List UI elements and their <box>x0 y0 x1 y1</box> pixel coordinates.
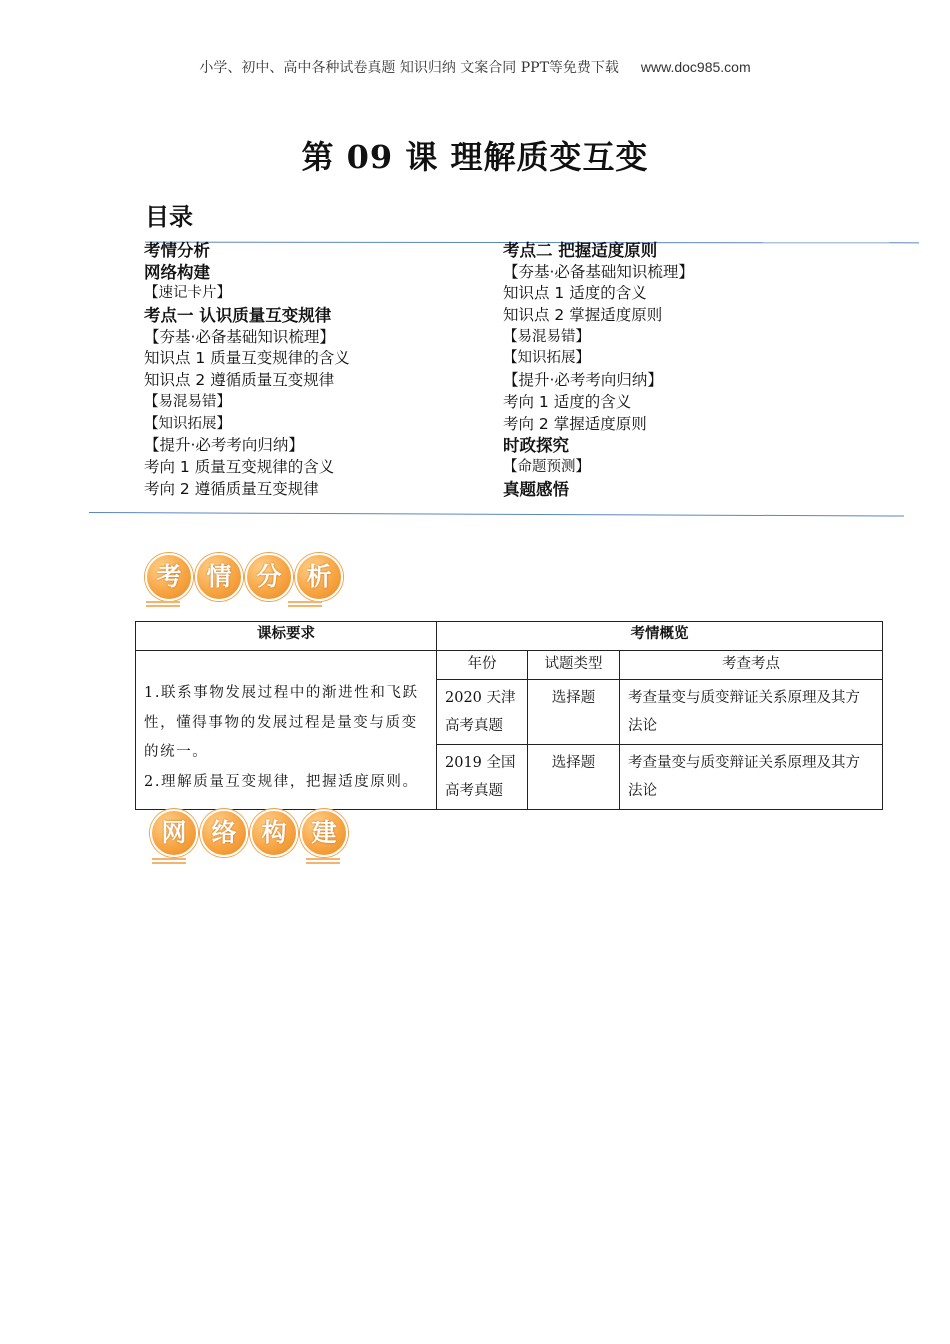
exam-overview-table <box>135 621 883 810</box>
toc-item[interactable]: 【提升·必考考向归纳】 <box>503 371 663 390</box>
toc-item[interactable]: 考向 1 质量互变规律的含义 <box>144 457 335 476</box>
requirements-cell <box>136 651 437 810</box>
badge-char: 考 <box>145 553 193 601</box>
toc-item[interactable]: 考情分析 <box>144 241 210 260</box>
badge-char: 情 <box>195 553 243 601</box>
toc-item[interactable]: 考点二 把握适度原则 <box>503 241 658 260</box>
toc-item[interactable]: 【提升·必考考向归纳】 <box>144 436 304 455</box>
section-badge-analysis <box>145 553 343 601</box>
toc-item[interactable]: 知识点 2 掌握适度原则 <box>503 306 663 325</box>
toc-item[interactable]: 【知识拓展】 <box>503 350 590 367</box>
toc-item[interactable]: 知识点 1 适度的含义 <box>503 284 647 303</box>
toc-item[interactable]: 【速记卡片】 <box>144 285 231 302</box>
toc-left-column <box>144 240 350 500</box>
requirement-text: 1.联系事物发展过程中的渐进性和飞跃性，懂得事物的发展过程是量变与质变的统一。 <box>144 685 419 760</box>
toc-item[interactable]: 网络构建 <box>144 262 210 282</box>
row-point: 考查量变与质变辩证关系原理及其方法论 <box>620 680 883 745</box>
table-header-requirements: 课标要求 <box>136 622 437 651</box>
page-header <box>0 57 950 77</box>
toc-item[interactable]: 知识点 1 质量互变规律的含义 <box>144 349 350 368</box>
table-subheader-type: 试题类型 <box>528 651 620 680</box>
toc-item[interactable]: 考点一 认识质量互变规律 <box>144 306 332 326</box>
row-year: 2020 天津高考真题 <box>437 680 528 745</box>
toc-heading: 目录 <box>145 203 193 231</box>
toc-item[interactable]: 【易混易错】 <box>144 393 231 410</box>
badge-char: 构 <box>250 809 298 857</box>
toc-item[interactable]: 真题感悟 <box>503 479 569 499</box>
toc-item[interactable]: 知识点 2 遵循质量互变规律 <box>144 371 335 390</box>
table-subheader-year: 年份 <box>437 651 528 680</box>
toc-item[interactable]: 【知识拓展】 <box>144 415 231 432</box>
table-subheader-point: 考查考点 <box>620 651 883 680</box>
badge-char: 网 <box>150 809 198 857</box>
toc-right-column <box>503 240 694 500</box>
toc-item[interactable]: 考向 2 遵循质量互变规律 <box>144 479 319 498</box>
toc-item[interactable]: 考向 2 掌握适度原则 <box>503 414 647 433</box>
row-year: 2019 全国高考真题 <box>437 745 528 810</box>
toc-item[interactable]: 【命题预测】 <box>503 458 590 475</box>
badge-char: 分 <box>245 553 293 601</box>
badge-char: 络 <box>200 809 248 857</box>
toc-item[interactable]: 【夯基·必备基础知识梳理】 <box>144 327 335 346</box>
toc-bottom-rule <box>89 512 904 517</box>
toc-item[interactable]: 【夯基·必备基础知识梳理】 <box>503 262 694 281</box>
toc-item[interactable]: 【易混易错】 <box>503 328 590 345</box>
badge-char: 建 <box>300 809 348 857</box>
header-site-link[interactable]: www.doc985.com <box>640 59 751 75</box>
row-type: 选择题 <box>528 680 620 745</box>
toc-item[interactable]: 时政探究 <box>503 436 569 456</box>
row-type: 选择题 <box>528 745 620 810</box>
header-tagline: 小学、初中、高中各种试卷真题 知识归纳 文案合同 PPT等免费下载 <box>199 60 619 76</box>
badge-char: 析 <box>295 553 343 601</box>
table-header-overview: 考情概览 <box>437 622 883 651</box>
section-badge-network <box>150 809 348 857</box>
row-point: 考查量变与质变辩证关系原理及其方法论 <box>620 745 883 810</box>
requirement-text: 2.理解质量互变规律，把握适度原则。 <box>144 773 419 790</box>
toc-item[interactable]: 考向 1 适度的含义 <box>503 392 632 411</box>
page-title: 第 09 课 理解质变互变 <box>301 138 649 176</box>
